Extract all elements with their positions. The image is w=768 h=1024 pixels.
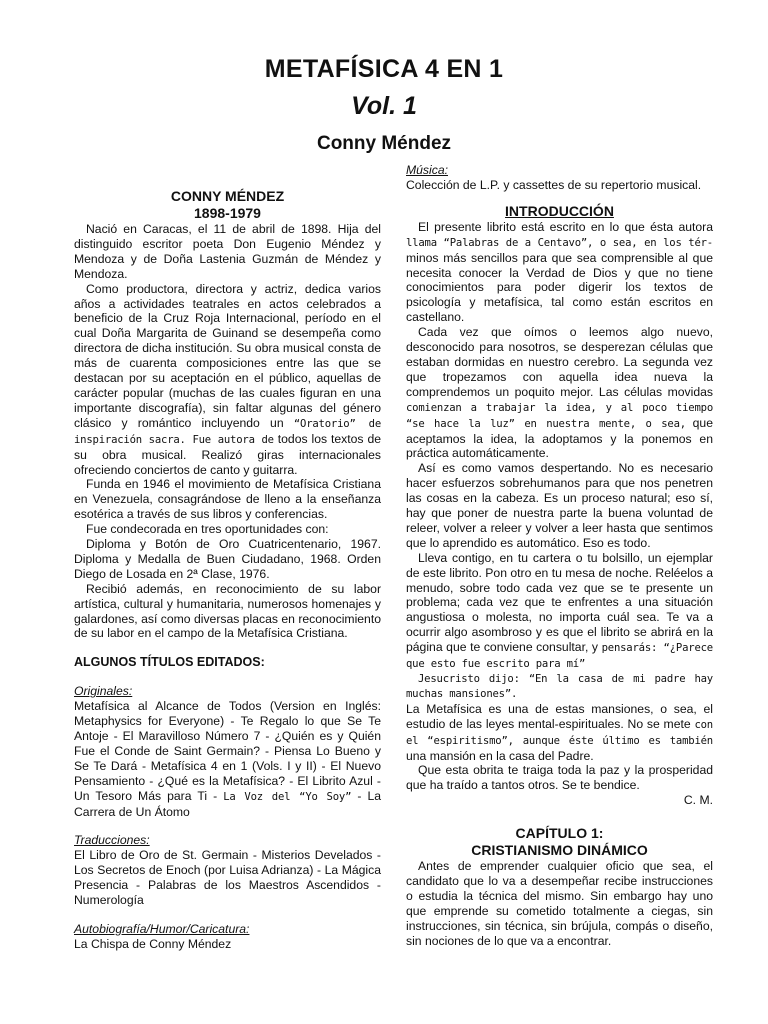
intro-paragraph: El presente librito está escrito en lo que ésta autora llama “Palabras de a Centavo”, o sea, en los tér- minos más sencillos para que sea comprensible al que necesita conocer la Verdad de Dios y que no tiene conocimientos para poder digerir los textos de psicología y metafísica, tal como están escritos en castellano. <box>406 219 713 325</box>
chapter-subheading: CRISTIANISMO DINÁMICO <box>471 842 648 859</box>
autobio-title: La Chispa de Conny Méndez <box>74 936 232 951</box>
chapter-heading: CAPÍTULO 1: <box>515 825 604 842</box>
autobio-label: Autobiografía/Humor/Caricatura: <box>74 921 250 936</box>
bio-years: 1898-1979 <box>194 205 261 221</box>
left-column <box>74 188 381 952</box>
intro-paragraph: Cada vez que oímos o leemos algo nuevo, desconocido para nosotros, se desperezan células que estaban dormidas en nuestro cerebro. La segunda vez que tropezamos con aquella idea nueva la comprendemos un poquito mejor. Las células movidas comienzan a trabajar la idea, y al poco tiempo “se hace la luz” en nuestra mente, o sea, que aceptamos la idea, la adoptamos y la ponemos en práctica automáticamente. <box>406 325 713 461</box>
page-header <box>0 52 768 158</box>
originales-list: Metafísica al Alcance de Todos (Version en Inglés: Metaphysics for Everyone) - Te Regalo lo que Se Te Antoje - El Maravilloso Número 7 - ¿Quién es y Quién Fue el Conde de Saint Germain? - Piensa Lo Bueno y Se Te Dará - Metafísica 4 en 1 (Vols. I y II) - El Nuevo Pensamiento - ¿Qué es la Metafísica? - El Librito Azul - Un Tesoro Más para Ti - La Voz del “Yo Soy” - La Carrera de Un Átomo <box>74 699 381 819</box>
intro-paragraph: Lleva contigo, en tu cartera o tu bolsillo, un ejemplar de este librito. Pon otro en tu mesa de noche. Reléelos a menudo, sobre todo cada vez que se te presente un problema; cada vez que te enfrentes a una situación angustiosa o molesta, no importa cuál sea. Te va a ocurrir algo asombroso y es que el librito se abrirá en la página que te conviene consultar, y pensarás: “¿Parece que esto fue escrito para mí” <box>406 550 713 671</box>
bio-paragraph: Funda en 1946 el movimiento de Metafísica Cristiana en Venezuela, consagrándose de lleno a la enseñanza esotérica a través de sus libros y conferencias. <box>74 477 381 522</box>
right-column <box>406 163 713 949</box>
intro-heading: INTRODUCCIÓN <box>505 202 614 219</box>
bio-paragraph: Diploma y Botón de Oro Cuatricentenario, 1967. Diploma y Medalla de Buen Ciudadano, 1968. Orden Diego de Losada en 2ª Clase, 1976. <box>74 537 381 581</box>
bio-heading: CONNY MÉNDEZ <box>170 188 285 204</box>
titles-heading: ALGUNOS TÍTULOS EDITADOS: <box>74 655 265 670</box>
musica-label: Música: <box>406 163 448 177</box>
traducciones-list: El Libro de Oro de St. Germain - Misterios Develados - Los Secretos de Enoch (por Luisa Adrianza) - La Mágica Presencia - Palabras de los Maestros Ascendidos - Numerología <box>74 848 381 908</box>
musica-text: Colección de L.P. y cassettes de su repertorio musical. <box>406 177 702 192</box>
bio-paragraph: Como productora, directora y actriz, dedica varios años a actividades teatrales en actos celebrados a beneficio de la Cruz Roja Internacional, período en el cual Doña Margarita de Guinand se desempeña como directora de dicha institución. Su obra musical consta de más de cuarenta composiciones entre las que se destacan por su aceptación en el público, aquellas de carácter popular (muchas de las cuales figuran en una importante discografía), sin faltar algunas del género clásico y romántico incluyendo un “Oratorio” de inspiración sacra. Fue autora de todos los textos de su obra musical. Realizó giras internacionales ofreciendo conciertos de canto y guitarra. <box>74 281 381 477</box>
bio-paragraph: Fue condecorada en tres oportunidades con: <box>86 522 329 537</box>
bio-paragraph: Recibió además, en reconocimiento de su labor artística, cultural y humanitaria, numerosos homenajes y galardones, así como diversas placas en reconocimiento de su labor en el campo de la Metafísica Cristiana. <box>74 581 381 641</box>
traducciones-label: Traducciones: <box>74 833 150 848</box>
signature: C. M. <box>683 793 713 808</box>
intro-paragraph: La Metafísica es una de estas mansiones, o sea, el estudio de las leyes mental-espirituales. No se mete con el “espiritismo”, aunque éste último es también una mansión en la casa del Padre. <box>406 701 713 763</box>
intro-paragraph: Así es como vamos despertando. No es necesario hacer esfuerzos sobrehumanos para que nos penetren las cosas en la cabeza. Es un proceso natural; eso sí, hay que poner de nuestra parte la buena voluntad de releer, volver a releer y volver a leer hasta que sentimos que lo aprendido es automático. Eso es todo. <box>406 461 713 550</box>
book-title: METAFÍSICA 4 EN 1 <box>264 55 504 83</box>
author-name: Conny Méndez <box>316 133 452 154</box>
volume-subtitle: Vol. 1 <box>351 92 417 120</box>
chapter-paragraph: Antes de emprender cualquier oficio que sea, el candidato que lo va a desempeñar recibe instrucciones o estudia la técnica del mismo. Sin embargo hay uno que emprende su cometido totalmente a ciegas, sin instrucciones, sin técnica, sin brújula, compás o diseño, sin nociones de lo que va a encontrar. <box>406 859 713 948</box>
originales-label: Originales: <box>74 684 133 699</box>
bio-paragraph: Nació en Caracas, el 11 de abril de 1898. Hija del distinguido escritor poeta Don Eugenio Méndez y Mendoza y de Doña Lastenia Guzmán de Méndez y Mendoza. <box>74 222 381 281</box>
intro-paragraph: Que esta obrita te traiga toda la paz y la prosperidad que ha traído a tantos otros. Se te bendice. <box>406 763 713 793</box>
intro-paragraph: Jesucristo dijo: “En la casa de mi padre hay muchas mansiones”. <box>406 673 713 700</box>
